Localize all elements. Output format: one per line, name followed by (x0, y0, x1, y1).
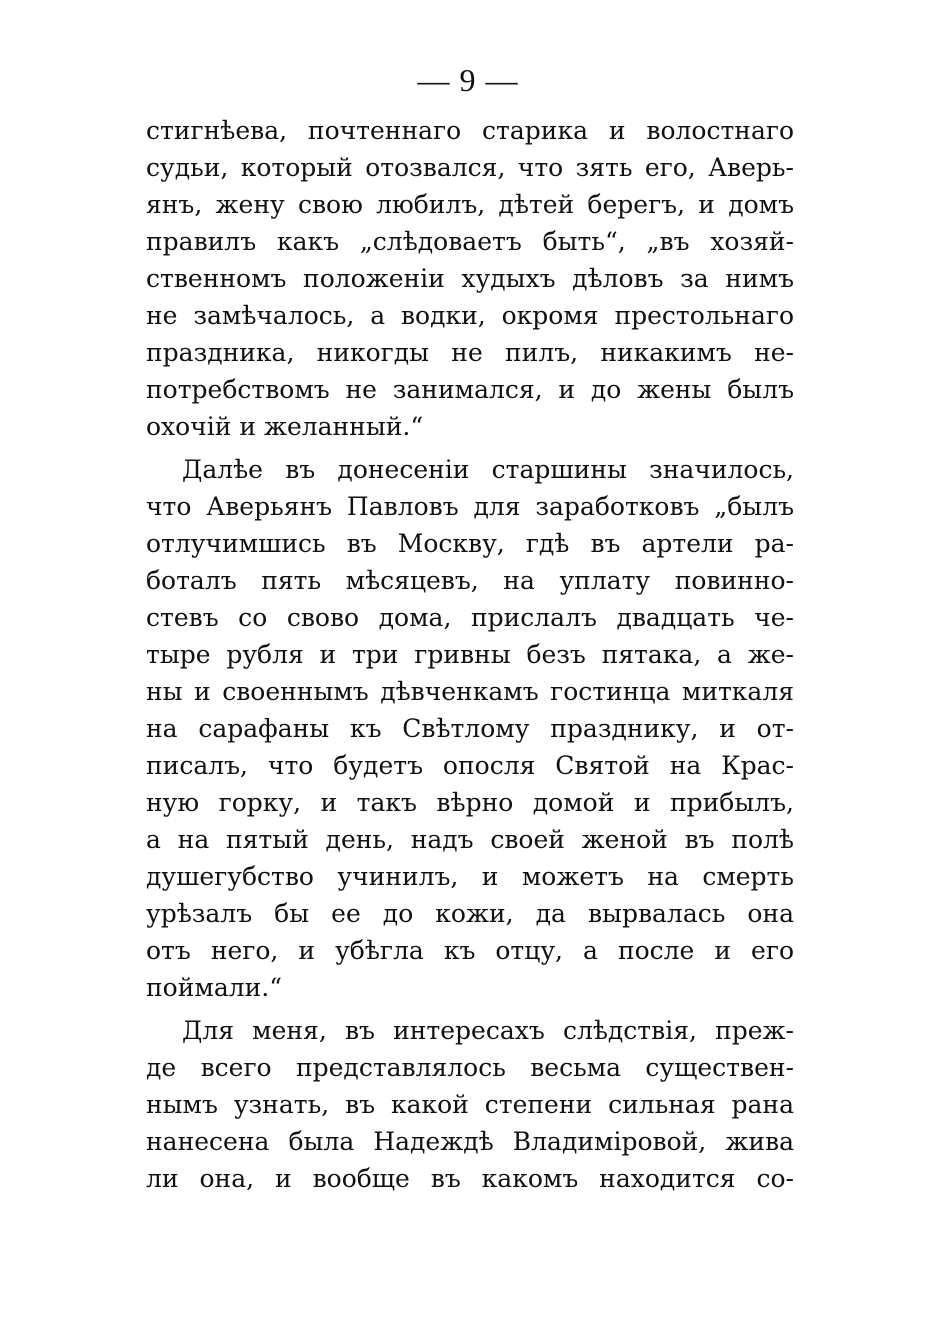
text-line: на сарафаны къ Свѣтлому празднику, и от- (146, 714, 794, 743)
text-line: ную горку, и такъ вѣрно домой и прибылъ, (146, 788, 794, 817)
text-line: что Аверьянъ Павловъ для заработковъ „былъ (146, 492, 794, 521)
text-line: нымъ узнать, въ какой степени сильная рана (146, 1090, 794, 1119)
text-line: не замѣчалось, а водки, окромя престольнаго (146, 301, 794, 330)
text-line: ны и своеннымъ дѣвченкамъ гостинца миткаля (146, 677, 794, 706)
text-line: отлучимшись въ Москву, гдѣ въ артели ра- (146, 529, 794, 558)
text-line: отъ него, и убѣгла къ отцу, а после и его (146, 936, 794, 965)
text-line: потребствомъ не занимался, и до жены былъ (146, 375, 794, 404)
text-line: боталъ пять мѣсяцевъ, на уплату повинно- (146, 566, 794, 595)
text-line: де всего представлялось весьма существен- (146, 1053, 794, 1082)
text-line: янъ, жену свою любилъ, дѣтей берегъ, и домъ (146, 190, 794, 219)
text-line: ли она, и вообще въ какомъ находится со- (146, 1164, 794, 1193)
paragraph-3 (146, 1012, 794, 1197)
text-line: писалъ, что будетъ опосля Святой на Крас- (146, 751, 794, 780)
text-line: правилъ какъ „слѣдоваетъ быть“, „въ хозяй- (146, 227, 794, 256)
text-line: поймали.“ (146, 973, 282, 1002)
text-line: урѣзалъ бы ее до кожи, да вырвалась она (146, 899, 794, 928)
text-line: судьи, который отозвался, что зять его, Аверь- (146, 153, 794, 182)
text-line: стигнѣева, почтеннаго старика и волостнаго (146, 116, 794, 145)
text-line: Далѣе въ донесеніи старшины значилось, (182, 455, 794, 484)
text-line: тыре рубля и три гривны безъ пятака, а же- (146, 640, 794, 669)
text-line: нанесена была Надеждѣ Владиміровой, жива (146, 1127, 794, 1156)
text-line: а на пятый день, надъ своей женой въ полѣ (146, 825, 794, 854)
text-line: праздника, никогды не пилъ, никакимъ не- (146, 338, 794, 367)
paragraph-2 (146, 451, 794, 1006)
text-line: ственномъ положеніи худыхъ дѣловъ за нимъ (146, 264, 794, 293)
text-line: охочій и желанный.“ (146, 412, 424, 441)
paragraph-1 (146, 112, 794, 445)
text-line: Для меня, въ интересахъ слѣдствія, преж- (182, 1016, 794, 1045)
page-number: — 9 — (417, 62, 519, 98)
text-line: душегубство учинилъ, и можетъ на смерть (146, 862, 794, 891)
text-line: стевъ со свово дома, прислалъ двадцать че- (146, 603, 794, 632)
body-text (146, 112, 794, 1197)
